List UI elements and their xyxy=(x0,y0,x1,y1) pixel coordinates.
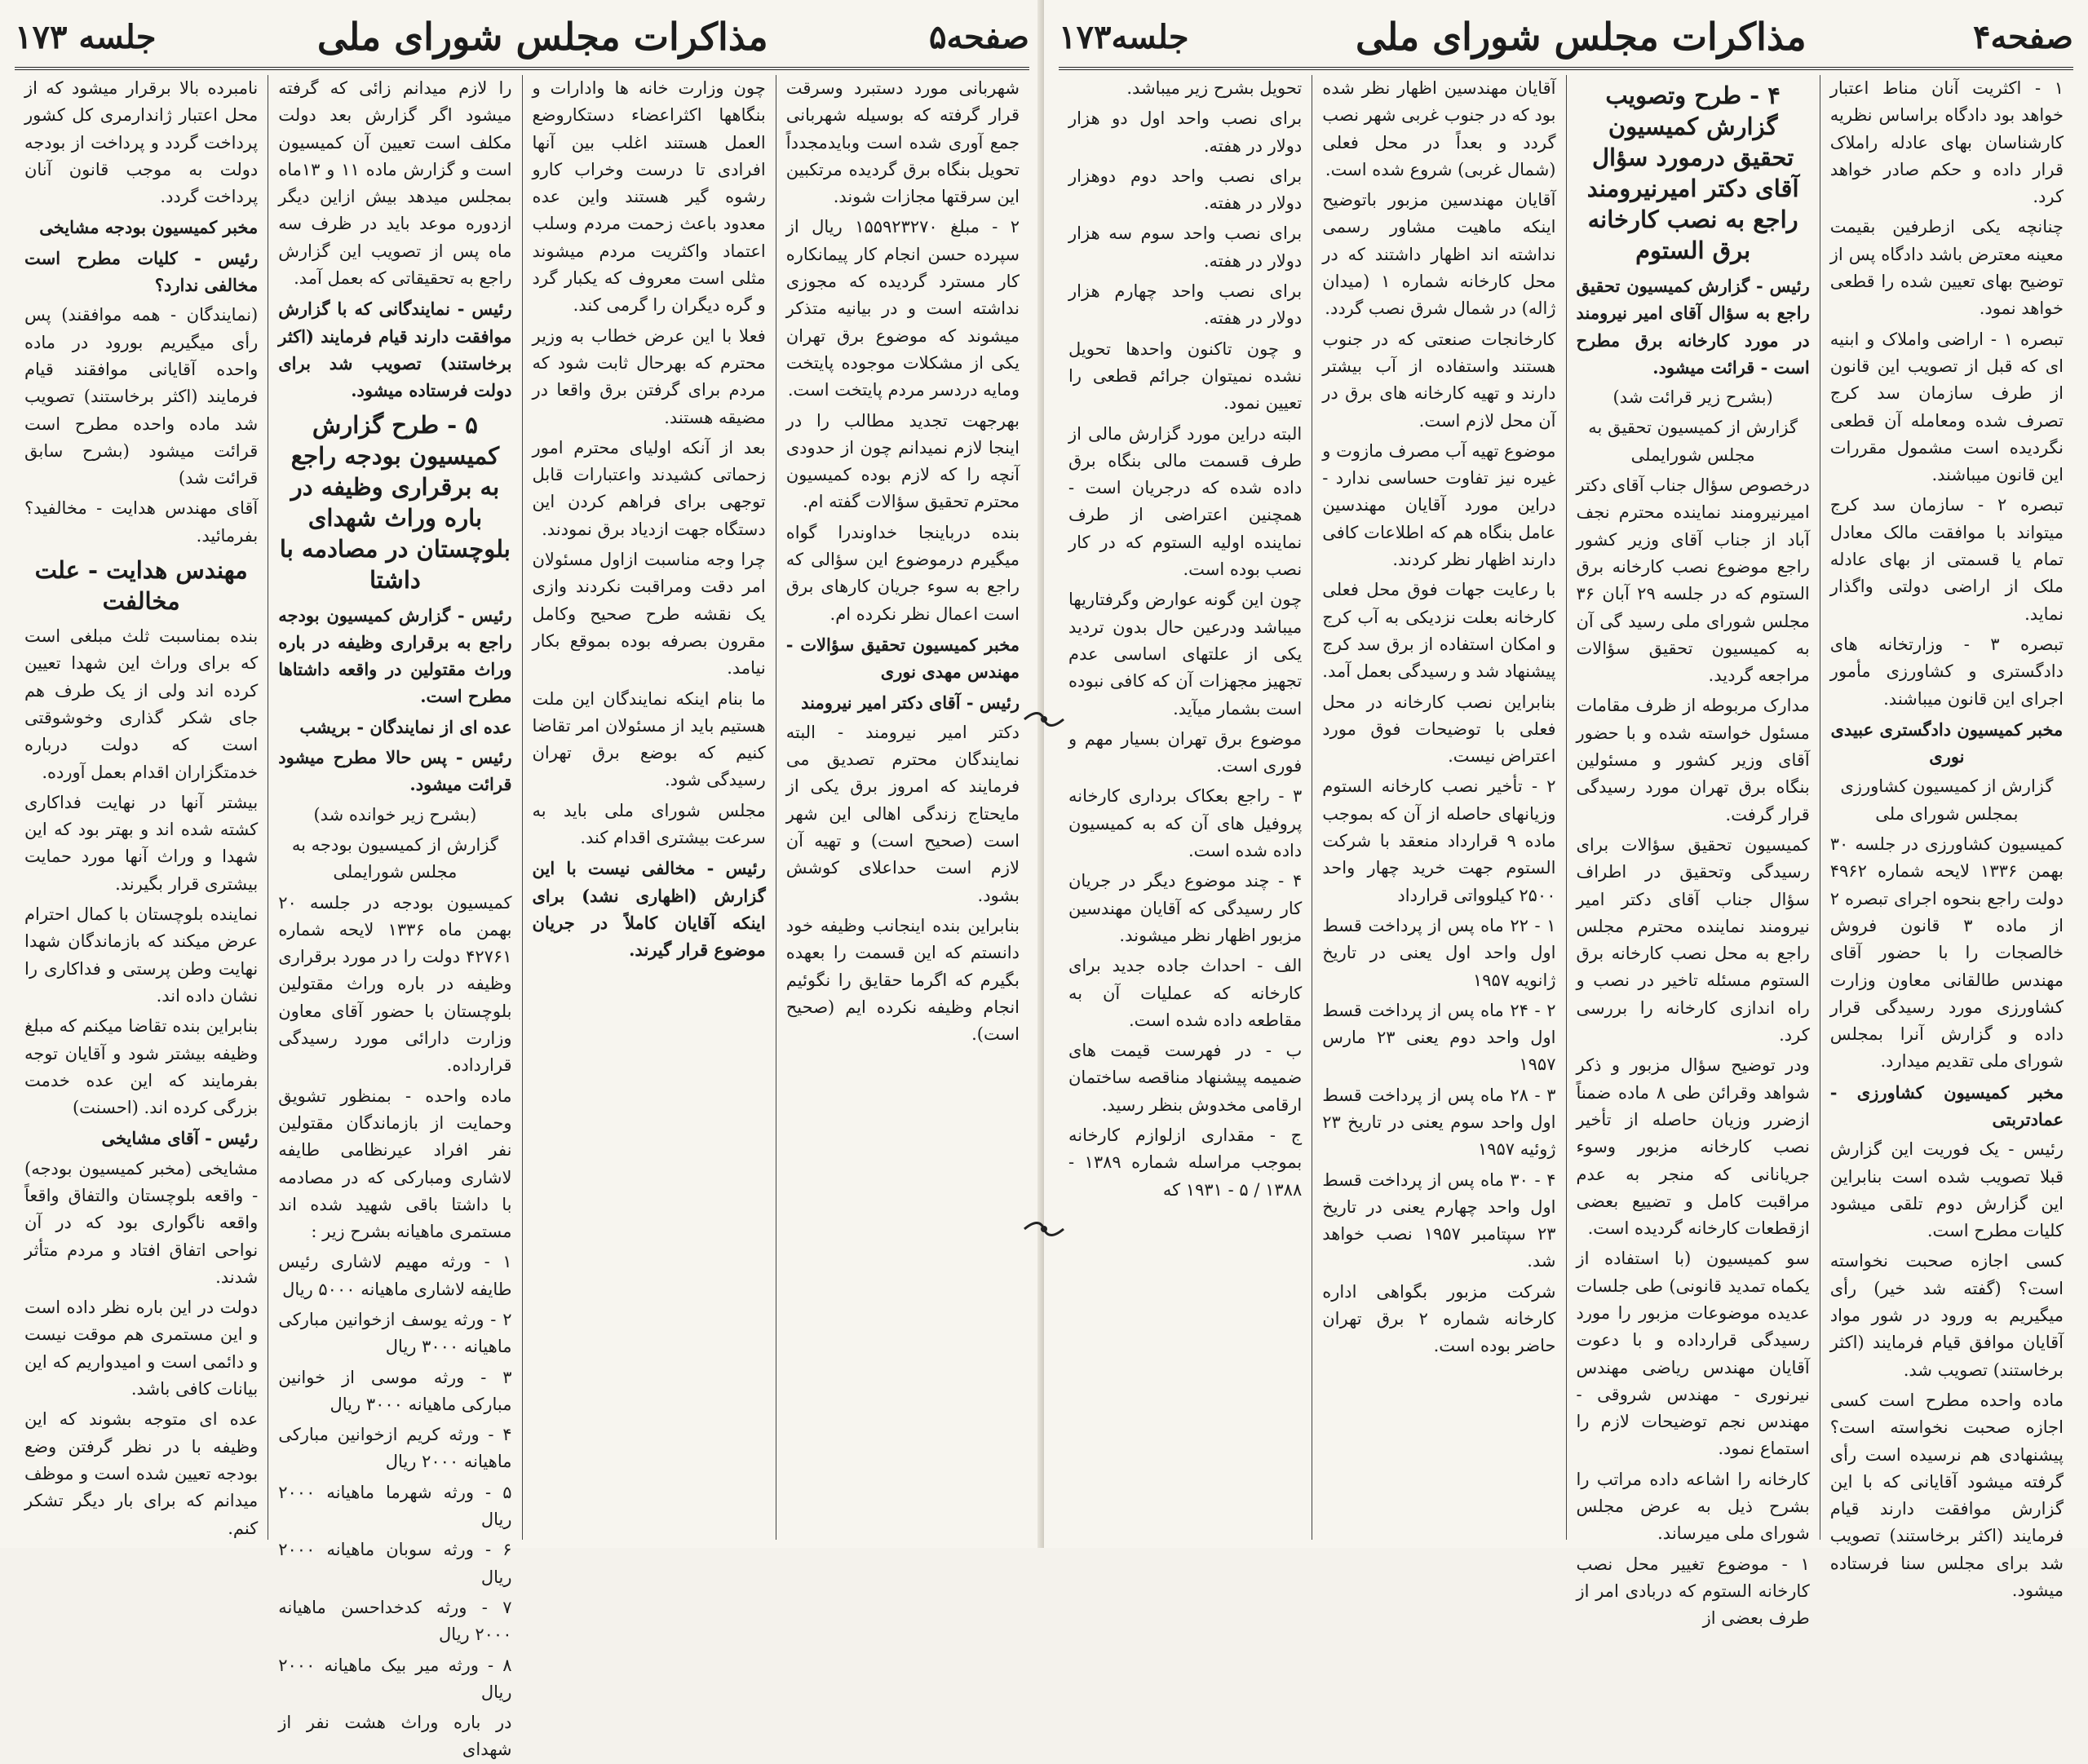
list-item: ۳ - ورثه موسی از خوانین مبارکی ماهیانه ۳۰۰۰ ریال xyxy=(278,1367,512,1414)
signature-line: مخبر کمیسیون بودجه مشایخی xyxy=(39,217,259,238)
left-page xyxy=(0,0,1044,1760)
page-title: مذاکرات مجلس شورای ملی xyxy=(316,15,768,59)
paragraph: تبصره ۱ - اراضی واملاک و ابنیه ای که قبل از تصویب این قانون از طرف سازمان سد کرج تصرف شده ومعامله آن قطعی نگردیده است مشمول مقررات این قانون میباشند. xyxy=(1829,329,2064,485)
paragraph: ماده واحده مطرح است کسی اجازه صحبت نخواسته است؟ پیشنهادی هم نرسیده است رأی گرفته میشود آقایانی که با این گزارش موافقت دارند قیام فرمایند (اکثر برخاستند) تصویب شد برای مجلس سنا فرستاده میشود. xyxy=(1829,1390,2064,1601)
right-col-1 xyxy=(1820,75,2073,1601)
paragraph: کمیسیون بودجه در جلسه ۲۰ بهمن ماه ۱۳۳۶ لایحه شماره ۴۲۷۶۱ دولت را در مورد برقراری وظیفه در باره وراث مقتولین بلوچستان با حضور آقای معاون وزارت دارائی مورد رسیدگی قرارداده. xyxy=(278,892,512,1076)
paragraph: بنابراین بنده اینجانب وظیفه خود دانستم که این قسمت را بعهده بگیرم که اگرما حقایق را نگوئیم انجام وظیفه نکرده ایم (صحیح است). xyxy=(785,915,1020,1045)
list-item: ۸ - ورثه میر بیک ماهیانه ۲۰۰۰ ریال xyxy=(278,1655,512,1702)
binding-ornament-icon xyxy=(1018,693,1070,745)
page-number: صفحه۵ xyxy=(929,17,1029,56)
paragraph: با رعایت جهات فوق محل فعلی کارخانه بعلت نزدیکی به آب کرج و امکان استفاده از برق سد کرج پیشنهاد شد و رسیدگی بعمل آمد. xyxy=(1322,580,1556,682)
list-item: ۴ - ورثه کریم ازخوانین مبارکی ماهیانه ۲۰۰۰ ریال xyxy=(278,1425,512,1472)
session-number: جلسه ۱۷۳ xyxy=(15,17,157,56)
paragraph: آقایان مهندسین مزبور باتوضیح اینکه ماهیت مشاور رسمی نداشته اند اظهار داشتند که در محل کارخانه شماره ۱ (میدان ژاله) در شمال شرق نصب گردد. xyxy=(1322,190,1556,319)
paragraph: در باره وراث هشت نفر از شهدای xyxy=(278,1713,512,1760)
paragraph: دکتر امیر نیرومند - البته نمایندگان محترم تصدیق می فرمایند که امروز برق یکی از مایحتاج زندگی اهالی این شهر است (صحیح است) و تهیه آن لازم است حداعلای کوشش بشود. xyxy=(785,722,1020,905)
left-page-columns xyxy=(15,75,1029,1760)
paragraph: کارخانه را اشاعه داده مراتب را بشرح ذیل به عرض مجلس شورای ملی میرساند. xyxy=(1576,1469,1810,1544)
signature-line: مخبر کمیسیون کشاورزی - عمادتربتی xyxy=(1829,1081,2064,1130)
paragraph: ماده واحده - بمنظور تشویق وحمایت از بازماندگان مقتولین نفر افراد عیرنظامی طایفه لاشاری ومبارکی که در مصادمه با داشتا باقی شهید شده اند مستمری ماهیانه بشرح زیر : xyxy=(278,1085,512,1242)
right-page-columns xyxy=(1059,75,2073,1629)
paragraph: ج - مقداری ازلوازم کارخانه بموجب مراسله شماره ۱۳۸۹ - ۱۳۸۸ / ۵ - ۱۹۳۱ که xyxy=(1068,1125,1303,1200)
page-number: صفحه۴ xyxy=(1973,17,2073,56)
paragraph: (بشرح زیر قرائت شد) xyxy=(1612,387,1773,408)
paragraph: ۲ - مبلغ ۱۵۵۹۲۳۲۷۰ ریال از سپرده حسن انجام کار پیمانکاره کار مسترد گردیده که مجوزی نداشته است و در بیانیه متذکر میشوند که موضوع برق تهران یکی از مشکلات موجوده پایتخت ومایه دردسر مردم پایتخت است. xyxy=(785,217,1020,400)
speaker-line: رئیس - نمایندگانی که با گزارش موافقت دارند قیام فرمایند (اکثر برخاستند) تصویب شد برای دولت فرستاده میشود. xyxy=(278,298,512,401)
paragraph: البته دراین مورد گزارش مالی از طرف قسمت مالی بنگاه برق داده شده که درجریان است - همچنین اعتراضی از طرف نماینده اولیه الستوم که در کار نصب بوده است. xyxy=(1068,423,1303,580)
paragraph: رئیس - یک فوریت این گزارش قبلا تصویب شده است بنابراین این گزارش دوم تلقی میشود کلیات مطرح است. xyxy=(1829,1139,2064,1241)
right-page xyxy=(1044,0,2088,1629)
signature-line: مخبر کمیسیون دادگستری عبیدی نوری xyxy=(1830,718,2064,767)
speaker-line: رئیس - گزارش کمیسیون بودجه راجع به برقراری وظیفه در باره وراث مقتولین در واقعه داشتاها مطرح است. xyxy=(278,604,512,707)
speaker-line: رئیس - آقای دکتر امیر نیرومند xyxy=(801,692,1020,713)
paragraph: ۴ - چند موضوع دیگر در جریان کار رسیدگی که آقایان مهندسین مزبور اظهار نظر میشوند. xyxy=(1068,871,1303,945)
paragraph: الف - احداث جاده جدید برای کارخانه که عملیات آن به مقاطعه داده شده است. xyxy=(1068,956,1303,1030)
paragraph: نماینده بلوچستان با کمال احترام عرض میکند که بازماندگان شهدا نهایت وطن پرستی و فداکاری را نشان داده اند. xyxy=(24,904,259,1006)
paragraph: کارخانجات صنعتی که در جنوب هستند واستفاده از آب بیشتر دارند و تهیه کارخانه های برق در آن محل لازم است. xyxy=(1322,329,1556,431)
paragraph: (بشرح زیر خوانده شد) xyxy=(313,804,477,825)
paragraph: چون این گونه عوارض وگرفتاریها میباشد ودرعین حال بدون تردید یکی از علتهای اساسی عدم تجهیز مجهزات آن که کافی نبوده است بشمار میآید. xyxy=(1068,590,1303,718)
session-number: جلسه۱۷۳ xyxy=(1059,17,1189,56)
left-col-4 xyxy=(15,75,268,1540)
speaker-line: رئیس - کلیات مطرح است مخالفی ندارد؟ xyxy=(24,247,259,296)
paragraph: ما بنام اینکه نمایندگان این ملت هستیم باید از مسئولان امر تقاضا کنیم که بوضع برق تهران رسیدگی شود. xyxy=(532,688,766,790)
paragraph: عده ای متوجه بشوند که این وظیفه با در نظر گرفتن وضع بودجه تعیین شده است و موظف میدانم که برای بار دیگر تشکر کنم. xyxy=(24,1409,259,1538)
paragraph: چرا وجه مناسبت ازاول مسئولان امر دقت ومراقبت نکردند وازی یک نقشه طرح صحیح وکامل مقرون بصرفه بوده بموقع بکار نیامد. xyxy=(532,550,766,679)
paragraph: بنده بمناسبت ثلث مبلغی است که برای وراث این شهدا تعیین کرده اند ولی از یک طرف هم جای شکر گذاری وخوشوقتی است که دولت درباره خدمتگزاران اقدام بعمل آورده. xyxy=(24,626,259,782)
paragraph: فعلا با این عرض خطاب به وزیر محترم که بهرحال ثابت شود که مردم برای گرفتن برق واقعا در مضیقه هستند. xyxy=(532,325,766,427)
paragraph: شهربانی مورد دستبرد وسرقت قرار گرفته که بوسیله شهربانی جمع آوری شده است وبایدمجدداً تحویل بنگاه برق گردیده مرتکبین این سرقتها مجازات شوند. xyxy=(785,78,1020,207)
speaker-line: رئیس - پس حالا مطرح میشود قرائت میشود. xyxy=(278,747,512,795)
list-item: ۳ - ۲۸ ماه پس از پرداخت قسط اول واحد سوم یعنی در تاریخ ۲۳ ژوئیه ۱۹۵۷ xyxy=(1322,1085,1556,1160)
list-item: ۷ - ورثه کدخداحسن ماهیانه ۲۰۰۰ ریال xyxy=(278,1597,512,1645)
paragraph: آقایان مهندسین اظهار نظر شده بود که در جنوب غربی شهر نصب گردد و بعداً در محل فعلی (شمال غربی) شروع شده است. xyxy=(1322,78,1556,179)
paragraph: بنابراین بنده تقاضا میکنم که مبلغ وظیفه بیشتر شود و آقایان توجه بفرمایند که این عده خدمت بزرگی کرده اند. (احسنت) xyxy=(24,1016,259,1118)
paragraph: بعد از آنکه اولیای محترم امور زحماتی کشیدند واعتبارات قابل توجهی برای فراهم کردن این دستگاه جهت ازدیاد برق نمودند. xyxy=(532,437,766,539)
right-col-4 xyxy=(1059,75,1312,1540)
paragraph: (نمایندگان - همه موافقند) پس رأی میگیریم بورود در ماده واحده آقایانی موافقند قیام فرمایند (اکثر برخاستند) تصویب شد ماده واحده مطرح است قرائت میشود (بشرح سابق قرائت شد) xyxy=(24,305,259,489)
paragraph: درخصوص سؤال جناب آقای دکتر امیرنیرومند نماینده محترم نجف آباد از جناب آقای وزیر کشور راجع موضوع نصب کارخانه برق الستوم که در جلسه ۲۹ آبان ۳۶ مجلس شورای ملی رسید گی آن به کمیسیون تحقیق سؤالات مراجعه گردید. xyxy=(1576,475,1810,686)
page-title: مذاکرات مجلس شورای ملی xyxy=(1355,15,1807,59)
list-item: برای نصب واحد اول دو هزار دولار در هفته. xyxy=(1068,108,1303,156)
paragraph: گزارش از کمیسیون تحقیق به مجلس شورایملی xyxy=(1588,418,1798,465)
left-page-header xyxy=(15,7,1029,70)
paragraph: کسی اجازه صحبت نخواسته است؟ (گفته شد خیر) رأی میگیریم به ورود در شور مواد آقایان موافق قیام فرمایند (اکثر برخاستند) تصویب شد. xyxy=(1829,1251,2064,1380)
paragraph: چنانچه یکی ازطرفین بقیمت معینه معترض باشد دادگاه پس از توضیح بهای تعیین شده را قطعی خواهد نمود. xyxy=(1829,217,2064,319)
list-item: ۲ - ۲۴ ماه پس از پرداخت قسط اول واحد دوم یعنی ۲۳ مارس ۱۹۵۷ xyxy=(1322,1000,1556,1075)
section-heading: ۵ - طرح گزارش کمیسیون بودجه راجع به برقراری وظیفه در باره وراث شهدای بلوچستان در مصادمه با داشتا xyxy=(279,410,511,594)
list-item: برای نصب واحد دوم دوهزار دولار در هفته. xyxy=(1068,166,1303,214)
paragraph: مجلس شورای ملی باید به سرعت بیشتری اقدام کند. xyxy=(532,800,766,848)
speaker-line: رئیس - آقای مشایخی xyxy=(101,1128,259,1149)
paragraph: را لازم میدانم زائی که گرفته میشود اگر گزارش بعد دولت مکلف است تعیین آن کمیسیون است و گزارش ماده ۱۱ و ۱۳ماه بمجلس میدهد بیش ازاین دیگر ازدوره موعد باید در ظرف سه ماه پس از تصویب این گزارش راجع به تحقیقاتی که بعمل آمد. xyxy=(278,78,512,289)
list-item: ۲ - ورثه یوسف ازخوانین مبارکی ماهیانه ۳۰۰۰ ریال xyxy=(278,1309,512,1357)
paragraph: کمیسیون تحقیق سؤالات برای رسیدگی وتحقیق در اطراف سؤال جناب آقای دکتر امیر نیرومند نماینده محترم مجلس راجع به محل نصب کارخانه برق الستوم مسئله تاخیر در نصب و راه اندازی کارخانه را بررسی کرد. xyxy=(1576,834,1810,1046)
paragraph: مشایخی (مخبر کمیسیون بودجه) - واقعه بلوچستان والتفاق واقعاً واقعه ناگواری بود که در آن نواحی اتفاق افتاد و مردم متأثر شدند. xyxy=(24,1158,259,1287)
left-col-1 xyxy=(776,75,1029,1540)
paragraph: مدارک مربوطه از ظرف مقامات مسئول خواسته شده و با حضور آقای وزیر کشور و مسئولین بنگاه برق تهران مورد رسیدگی قرار گرفت. xyxy=(1576,696,1810,825)
paragraph: گزارش از کمیسیون کشاورزی بمجلس شورای ملی xyxy=(1840,776,2054,824)
paragraph: بنابراین نصب کارخانه در محل فعلی با توضیحات فوق مورد اعتراض نیست. xyxy=(1322,692,1556,767)
paragraph: ۲ - تأخیر نصب کارخانه الستوم وزیانهای حاصله از آن که بموجب ماده ۹ قرارداد منعقد با شرکت الستوم جهت خرید چهار واحد ۲۵۰۰ کیلوواتی قرارداد xyxy=(1322,776,1556,905)
paragraph: کمیسیون کشاورزی در جلسه ۳۰ بهمن ۱۳۳۶ لایحه شماره ۴۹۶۲ دولت راجع بنحوه اجرای تبصره ۲ از ماده ۳ قانون فروش خالصجات را با حضور آقای مهندس طالقانی معاون وزارت کشاورزی مورد رسیدگی قرار داده و گزارش آنرا بمجلس شورای ملی تقدیم میدارد. xyxy=(1829,834,2064,1072)
paragraph: نامبرده بالا برقرار میشود که از محل اعتبار ژاندارمری کل کشور پرداخت گردد و پرداخت از بودجه دولت به موجب قانون آنان پرداخت گردد. xyxy=(24,78,259,207)
list-item: ۵ - ورثه شهرما ماهیانه ۲۰۰۰ ریال xyxy=(278,1482,512,1530)
list-item: ۱ - ورثه مهیم لاشاری رئیس طایفه لاشاری ماهیانه ۵۰۰۰ ریال xyxy=(278,1252,512,1299)
left-col-3 xyxy=(268,75,522,1760)
paragraph: تبصره ۲ - سازمان سد کرج میتواند با موافقت مالک معادل تمام یا قسمتی از بهای عادله ملک از اراضی دولتی واگذار نماید. xyxy=(1829,495,2064,624)
paragraph: چون وزارت خانه ها وادارات و بنگاهها اکثراعضاء دستکاروضع العمل هستند اغلب بین آنها افرادی تا درست وخراب کارو رشوه گیر هستند واین عده معدود باعث زحمت مردم وسلب اعتماد واکثریت مردم میشوند مثلی است معروف که یکبار گرد و گره دیگران را گرمی کند. xyxy=(532,78,766,316)
paragraph: سو کمیسیون (با استفاده از یکماه تمدید قانونی) طی جلسات عدیده موضوعات مزبور را مورد رسیدگی قرارداده و با دعوت آقایان مهندس ریاضی مهندس نیرنوری - مهندس شروقی - مهندس نجم توضیحات لازم را استماع نمود. xyxy=(1576,1249,1810,1459)
list-item: ۶ - ورثه سوبان ماهیانه ۲۰۰۰ ریال xyxy=(278,1540,512,1587)
paragraph: شرکت مزبور بگواهی اداره کارخانه شماره ۲ برق تهران حاضر بوده است. xyxy=(1322,1281,1556,1356)
paragraph: ب - در فهرست قیمت های ضمیمه پیشنهاد مناقصه ساختمان ارقامی مخدوش بنظر رسید. xyxy=(1068,1041,1303,1115)
paragraph: ۱ - موضوع تغییر محل نصب کارخانه الستوم که دربادی امر از طرف بعضی از xyxy=(1576,1554,1810,1629)
paragraph: گزارش از کمیسیون بودجه به مجلس شورایملی xyxy=(291,834,498,882)
paragraph: ۱ - اکثریت آنان مناط اعتبار خواهد بود دادگاه براساس نظریه کارشناسان بهای عادله راملاک قرار داده و حکم صادر خواهد کرد. xyxy=(1829,78,2064,207)
paragraph: دولت در این باره نظر داده است و این مستمری هم موقت نیست و دائمی است و امیدواریم که این بیانات کافی باشد. xyxy=(24,1298,259,1399)
signature-line: مخبر کمیسیون تحقیق سؤالات - مهندس مهدی نوری xyxy=(785,634,1020,683)
paragraph: و چون تاکنون واحدها تحویل نشده نمیتوان جرائم قطعی را تعیین نمود. xyxy=(1068,338,1303,413)
speaker-line: عده ای از نمایندگان - بریشب xyxy=(299,716,512,737)
list-item: برای نصب واحد چهارم هزار دولار در هفته. xyxy=(1068,281,1303,329)
speaker-line: رئیس - گزارش کمیسیون تحقیق راجع به سؤال آقای امیر نیرومند در مورد کارخانه برق مطرح است - قرائت میشود. xyxy=(1576,276,1810,378)
left-col-2 xyxy=(523,75,776,1540)
paragraph: ودر توضیح سؤال مزبور و ذکر شواهد وقرائن طی ۸ ماده ضمناً ازضرر وزیان حاصله از تأخیر نصب کارخانه مزبور وسوء جریانانی که منجر به عدم مراقبت کامل و تضییع بعضی ازقطعات کارخانه گردیده است. xyxy=(1576,1055,1810,1239)
paragraph: آقای مهندس هدایت - مخالفید؟ بفرمائید. xyxy=(24,498,259,546)
paragraph: تبصره ۳ - وزارتخانه های دادگستری و کشاورزی مأمور اجرای این قانون میباشند. xyxy=(1829,634,2064,709)
paragraph: موضوع تهیه آب مصرف مازوت و غیره نیز تفاوت حساسی ندارد - دراین مورد آقایان مهندسین عامل بنگاه هم که اطلاعات کافی دارند اظهار نظر کردند. xyxy=(1322,440,1556,570)
list-item: ۴ - ۳۰ ماه پس از پرداخت قسط اول واحد چهارم یعنی در تاریخ ۲۳ سپتامبر ۱۹۵۷ نصب خواهد شد. xyxy=(1322,1169,1556,1271)
paragraph: تحویل بشرح زیر میباشد. xyxy=(1126,78,1303,98)
section-heading: ۴ - طرح وتصویب گزارش کمیسیون تحقیق درمورد سؤال آقای دکتر امیرنیرومند راجع به نصب کارخانه برق الستوم xyxy=(1586,82,1799,264)
paragraph: موضوع برق تهران بسیار مهم و فوری است. xyxy=(1068,728,1303,776)
list-item: برای نصب واحد سوم سه هزار دولار در هفته. xyxy=(1068,223,1303,271)
speaker-line: رئیس - مخالفی نیست با این گزارش (اظهاری نشد) برای اینکه آقایان کاملاً در جریان موضوع قرار گیرند. xyxy=(532,858,766,961)
paragraph: بیشتر آنها در نهایت فداکاری کشته شده اند و بهتر بود که این شهدا و وراث آنها مورد حمایت بیشتری قرار بگیرند. xyxy=(24,792,259,894)
paragraph: ۳ - راجع بعکاک برداری کارخانه پروفیل های آن که به کمیسیون داده شده است. xyxy=(1068,786,1303,861)
list-item: ۱ - ۲۲ ماه پس از پرداخت قسط اول واحد اول یعنی در تاریخ ژانویه ۱۹۵۷ xyxy=(1322,915,1556,990)
right-page-header xyxy=(1059,7,2073,70)
speaker-heading: مهندس هدایت - علت مخالفت xyxy=(34,556,248,616)
right-col-2 xyxy=(1567,75,1820,1629)
right-col-3 xyxy=(1312,75,1566,1540)
paragraph: بهرجهت تجدید مطالب را در اینجا لازم نمیدانم چون از حدودی آنچه را که لازم بوده کمیسیون محترم تحقیق سؤالات گفته ام. xyxy=(785,410,1020,512)
binding-ornament-icon xyxy=(1018,1203,1070,1255)
paragraph: بنده درباینجا خداوندرا گواه میگیرم درموضوع این سؤالی که راجع به سوء جریان کارهای برق است اعمال نظر نکرده ام. xyxy=(785,522,1020,624)
